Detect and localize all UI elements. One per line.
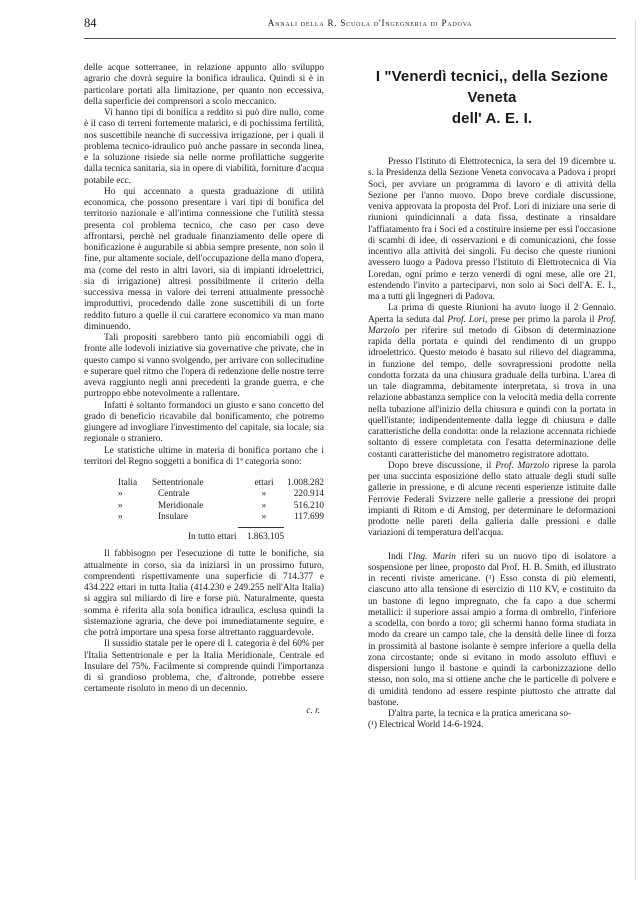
table-row (84, 489, 324, 500)
author-initials: c. r. (306, 705, 320, 716)
text-run: per riferire sul metodo di Gibson di determinazione rapida della portata e quindi del rendimento di un gruppo idroelettrico. Questo metodo è basato sul rilievo del diagramma, in funzione del tempo, delle sovrapressioni prodotte nella condotta forzata da una chiusura graduale della turbina. L'area di un tale diagramma, debitamente interpretata, si trova in una relazione abbastanza semplice con la velocità media della corrente nella tubazione all'inizio della chiusura e quindi con la portata in quell'istante; indipendentemente dalla legge di chiusura e dalle caratteristiche della condotta: onde la relazione accennata richiede soltanto di essere completata con l'esatta determinazione delle costanti caratteristiche del manometro registratore adottato. (368, 325, 616, 460)
region-cell: Italia (118, 478, 138, 488)
paragraph: Presso l'Istituto di Elettrotecnica, la sera del 19 dicembre u. s. la Presidenza della Sezione Veneta convocava a Padova i propri Soci, per avviare un programma di lavoro e di attività della Sezione per l'anno nuovo. Dopo breve cordiale discussione, veniva approvata la proposta del Prof. Lori di iniziare una serie di riunioni quindicinnali a data fissa, destinate a rinsaldare l'affiatamento fra i Soci ed a costituire insieme per essi l'occasione di scambi di idee, di osservazioni e di comunicazioni, che fosse incentivo alla attività dei singoli. Fu deciso che queste riunioni avessero luogo a Padova presso l'Istituto di Elettrotecnica di Via Loredan, ogni primo e terzo venerdì di ogni mese, alle ore 21, estendendo l'invito a parteciparvi, non solo ai Soci dell'A. E. I., ma a tutti gli Ingegneri di Padova. (368, 157, 616, 302)
unit-cell: » (261, 500, 267, 511)
right-column (368, 66, 616, 732)
value-cell: 516.210 (293, 500, 324, 511)
person-name: Prof. Lori (447, 314, 485, 325)
region-cell: » (118, 489, 123, 500)
unit-cell: » (261, 489, 267, 500)
person-name: Prof. Marzolo (368, 314, 616, 336)
bonifica-statistics-table (84, 478, 324, 543)
paragraph (368, 303, 616, 461)
area-cell: Settentrionale (152, 478, 204, 488)
paragraph: D'altra parte, la tecnica e la pratica americana so- (388, 709, 572, 719)
text-run: riprese la parola per una succinta esposizione dello stato attuale degli studi sulle gallerie in pressione, e di alcune recenti esperienze istituite dalle Ferrovie Federali Svizzere nelle gallerie a pressione dei propri impianti di Ritom e di Amstog, per determinare le deformazioni prodotte nelle pareti della galleria dalle pressioni e dalle variazioni di temperatura dell'acqua. (368, 460, 616, 539)
left-column (84, 63, 324, 717)
area-cell: Meridionale (158, 500, 204, 511)
title-line-2: dell' A. E. I. (451, 110, 533, 127)
sum-rule (238, 527, 284, 528)
table-row (84, 512, 324, 523)
text-run: Dopo breve discussione, il (388, 460, 496, 471)
paragraph (368, 461, 616, 540)
total-label: In tutto ettari (187, 532, 237, 542)
paragraph: Tali propositi sarebbero tanto più encomiabili oggi di fronte alle lodevoli iniziative sia governative che private, che in questo campo si vanno svolgendo, per arrivare con sollecitudine e superare quel ritmo che l'opera di redenzione delle nostre terre aveva raggiunto negli anni precedenti la grande guerra, e che purtroppo ebbe notevolmente a rallentare. (84, 333, 324, 400)
paragraph: Il fabbisogno per l'esecuzione di tutte le bonifiche, sia attualmente in corso, sia da iniziarsi in un prossimo futuro, comprendenti rispettivamente una superficie di 714.377 e 434.222 ettari in tutta Italia (414.230 e 249.255 nell'Alta Italia) si aggira sul miliardo di lire e forse più. Naturalmente, questa somma è riferita alla sola bonifica idraulica, esclusa quindi la sistemazione agraria, che deve poi immediatamente seguire, e che potrà importare una spesa forse altrettanto ragguardevole. (84, 549, 324, 638)
article-title (368, 66, 616, 129)
value-cell: 220.914 (293, 489, 324, 500)
region-cell: » (118, 511, 123, 522)
person-name: Prof. Marzolo (495, 460, 550, 471)
paragraph (368, 552, 616, 710)
paragraph: Infatti è soltanto formandoci un giusto e sano concetto del grado di beneficio ricavabile dal bonificamento, che potremo giungere ad invogliare l'investimento del capitale, sia locale, sia regionale o straniero. (84, 400, 324, 445)
paragraph: Ho qui accennato a questa graduazione di utilità economica, che possono presentare i vari tipi di bonifica del territorio nazionale e all'intima connessione che l'utilità stessa presenta col problema tecnico, che caso per caso deve affrontarsi, perchè nel graduale finanziamento delle opere di bonificazione è augurabile si abbia sempre presente, non solo il fine, pur altamente sociale, dell'occupazione della mano d'opera, ma (come del resto in altri lavori, sia di impianti idroelettrici, sia di irrigazione) altresì possibilmente il criterio della successiva messa in valore dei terreni attualmente pressochè improduttivi, procedendo dalle zone suscettibili di un forte reddito futuro a quelle il cui carattere economico va man mano diminuendo. (84, 186, 324, 332)
text-run: , prese per primo la parola il (484, 314, 598, 325)
page-edge (635, 20, 636, 880)
text-run: Indi l' (388, 551, 413, 562)
area-cell: Insulare (158, 511, 188, 522)
table-row (84, 501, 324, 512)
value-cell: 1.008.282 (286, 478, 324, 488)
paragraph: Il sussidio statale per le opere di I. categoria è del 60% per l'Italia Settentrionale e per la Italia Meridionale, Centrale ed Insulare del 75%. Facilmente si comprende quindi l'importanza di sì grandioso problema, che, d'altronde, potrebbe essere certamente risoluto in meno di un decennio. (84, 639, 324, 695)
paragraph: Le statistiche ultime in materia di bonifica portano che i territori del Regno soggetti a bonifica di 1ª categoria sono: (84, 445, 324, 467)
value-cell: 117.699 (294, 511, 324, 522)
paragraph: Vi hanno tipi di bonifica a reddito si può dire nullo, come è il caso di terreni fortemente malarici, e di pochissima fertilità, nos suscettibile neanche di successiva irrigazione, per i quali il problema tecnico-idraulico può anche passare in seconda linea, e la soluzione risiede sia nelle norme profilattiche suggerite dalla tecnica sanitaria, sia in opere di viabilità, forniture d'acqua potabile ecc. (84, 108, 324, 186)
running-header (84, 16, 616, 38)
person-name: Ing. Marin (412, 551, 456, 562)
paragraph: delle acque sotterranee, in relazione appunto allo sviluppo agrario che dovrà seguire la bonifica idraulica. Quindi si è in particolare portati alla limitazione, per quanto non eccessiva, della superficie dei comprensori a scolo meccanico. (84, 63, 324, 107)
unit-cell: ettari (254, 478, 274, 488)
text-run: La prima di queste Riunioni ha avuto luogo il 2 Gennaio. Aperta la seduta dal (368, 303, 616, 325)
page-number: 84 (84, 16, 97, 30)
title-line-1: I "Venerdì tecnici,, della Sezione Veneta (375, 68, 609, 106)
total-value: 1.863.105 (246, 532, 284, 542)
text-run: riferì su un nuovo tipo di isolatore a sospensione per linee, proposto dal Prof. H. B. Smith, ed illustrato in recenti riviste americane. (¹) Esso consta di più elementi, ciascuno atto alla tensione di esercizio di 110 KV, e costituito da un bastone di legno impregnato, che fa capo a due schermi metallici: il superiore assai ampio a forma di ombrello, l'inferiore a scodella, con bordo a toro; gli schermi hanno forma studiata in modo da creare un campo tale, che la densità delle linee di forza in prossimità al bastone isolante è sempre inferiore a quella della zona circostante; onde si evitano in modo assoluto effluvi e dispersioni lungo il bastone e quindi la carbonizzazione dello stesso, non solo, ma si ottiene anche che le particelle di polvere e di umidità tendono ad essere respinte piuttosto che attratte dal bastone. (368, 551, 616, 708)
running-title: Annali della R. Scuola d'Ingegneria di Padova (267, 18, 473, 28)
footnote: (¹) Electrical World 14-6-1924. (368, 720, 484, 731)
total-row (84, 532, 324, 543)
unit-cell: » (261, 511, 267, 522)
table-row (84, 478, 324, 489)
region-cell: » (118, 500, 123, 511)
area-cell: Centrale (158, 489, 190, 500)
header-rule (84, 38, 616, 39)
